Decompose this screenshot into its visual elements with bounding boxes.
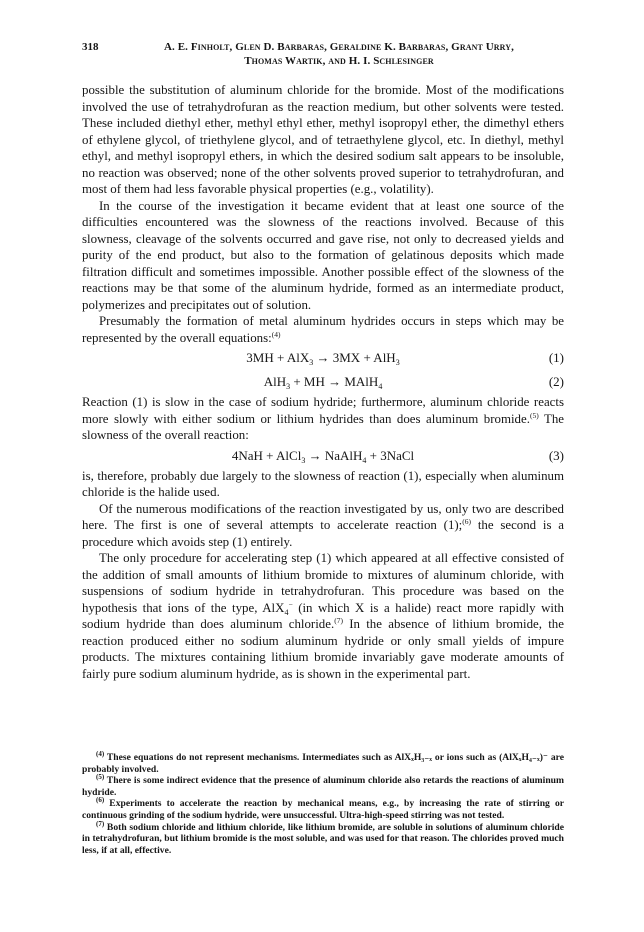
footnote-ref: (5) bbox=[529, 410, 539, 420]
footnote-ref: (7) bbox=[334, 616, 343, 625]
paragraph: The only procedure for accelerating step (1) which appeared at all effective consisted of the addition of small amounts of lithium bromide to mixtures of aluminum chloride, with suspensions of sodium hydride in tetrahydrofuran. This procedure was based on the hypothesis that ions of the type, AlX$_4$− (in which X is a halide) react more rapidly with sodium hydride than does aluminum chloride.$^{(7)}$ In the absence of lithium bromide, the reaction produced either no sodium aluminum hydride or only small yields of impure products. The mixtures containing lithium bromide invariably gave moderate amounts of fairly pure sodium aluminum hydride, as is shown in the experimental part. bbox=[82, 551, 564, 681]
equation-expression: 4NaH + AlCl$_3$ → NaAlH$_4$ + 3NaCl bbox=[231, 447, 415, 465]
body-text bbox=[82, 82, 564, 682]
paragraph: is, therefore, probably due largely to the slowness of reaction (1), especially when aluminum chloride is the halide used. bbox=[82, 468, 564, 499]
authors-line-2: Thomas Wartik, and H. I. Schlesinger bbox=[244, 55, 434, 67]
equation bbox=[82, 370, 564, 394]
footnote: $^{(6)}$ Experiments to accelerate the reaction by mechanical means, e.g., by increasing the rate of stirring or continuous grinding of the sodium hydride, were unsuccessful. Ultra-high-speed stirring was not tested. bbox=[82, 796, 564, 821]
equation-expression: 3MH + AlX$_3$ → 3MX + AlH$_3$ bbox=[246, 350, 400, 367]
authors-line bbox=[118, 40, 560, 68]
equation bbox=[82, 346, 564, 370]
footnote-ref: (4) bbox=[271, 329, 281, 339]
footnote: $^{(7)}$ Both sodium chloride and lithium chloride, like lithium bromide, are soluble in solutions of aluminum chloride in tetrahydrofuran, but lithium bromide is the most soluble, and was used for that reason. The chlorides proved much less, if at all, effective. bbox=[82, 819, 564, 856]
paragraph: Presumably the formation of metal aluminum hydrides occurs in steps which may be represented by the overall equations:$^{(4)}$ bbox=[82, 314, 564, 345]
footnote-ref: (6) bbox=[462, 517, 472, 526]
equation bbox=[82, 444, 564, 468]
authors-line-1: A. E. Finholt, Glen D. Barbaras, Geraldine K. Barbaras, Grant Urry, bbox=[163, 41, 514, 53]
paragraph: Reaction (1) is slow in the case of sodium hydride; furthermore, aluminum chloride reacts more slowly with either sodium or lithium hydrides than does aluminum bromide.$^{(5)}$ The slowness of the overall reaction: bbox=[82, 395, 564, 442]
equation-expression: AlH$_3$ + MH → MAlH$_4$ bbox=[263, 374, 383, 391]
page-number: 318 bbox=[82, 41, 99, 53]
footnote: $^{(4)}$ These equations do not represent mechanisms. Intermediates such as AlXₓH₃₋ₓ or ions such as (AlXₓH₄₋ₓ)⁻ are probably involved. bbox=[82, 750, 564, 775]
footnote: $^{(5)}$ There is some indirect evidence that the presence of aluminum chloride also retards the reactions of aluminum hydride. bbox=[82, 773, 565, 798]
equation-number: (2) bbox=[548, 374, 564, 389]
footnotes bbox=[82, 752, 564, 856]
equation-number: (3) bbox=[548, 447, 564, 463]
paragraph: In the course of the investigation it became evident that at least one source of the difficulties encountered was the slowness of the reactions involved. Because of this slowness, cleavage of the solvents occurred and gave rise, not only to decreased yields and purity of the end product, but also to the formation of gelatinous deposits which made filtration difficult and sometimes impossible. Another possible effect of the slowness of the reactions may be that some of the aluminum hydride, formed as an intermediate product, polymerizes and precipitates out of solution. bbox=[82, 198, 564, 312]
paragraph: Of the numerous modifications of the reaction investigated by us, only two are described here. The first is one of several attempts to accelerate reaction (1);$^{(6)}$ the second is a procedure which avoids step (1) entirely. bbox=[82, 501, 564, 549]
equation-number: (1) bbox=[548, 350, 564, 365]
paragraph: possible the substitution of aluminum chloride for the bromide. Most of the modifications involved the use of tetrahydrofuran as the reaction medium, but other solvents were tested. These included diethyl ether, methyl ethyl ether, methyl isopropyl ether, the dimethyl ethers of ethylene glycol, of triethylene glycol, and of tetraethylene glycol, etc. In diethyl, methyl ethyl, and methyl isopropyl ethers, in which the desired sodium salt appears to be insoluble, no reaction was observed; none of the other solvents proved superior to tetrahydrofuran, and most of them had less favorable physical properties (e.g., volatility). bbox=[82, 83, 564, 196]
